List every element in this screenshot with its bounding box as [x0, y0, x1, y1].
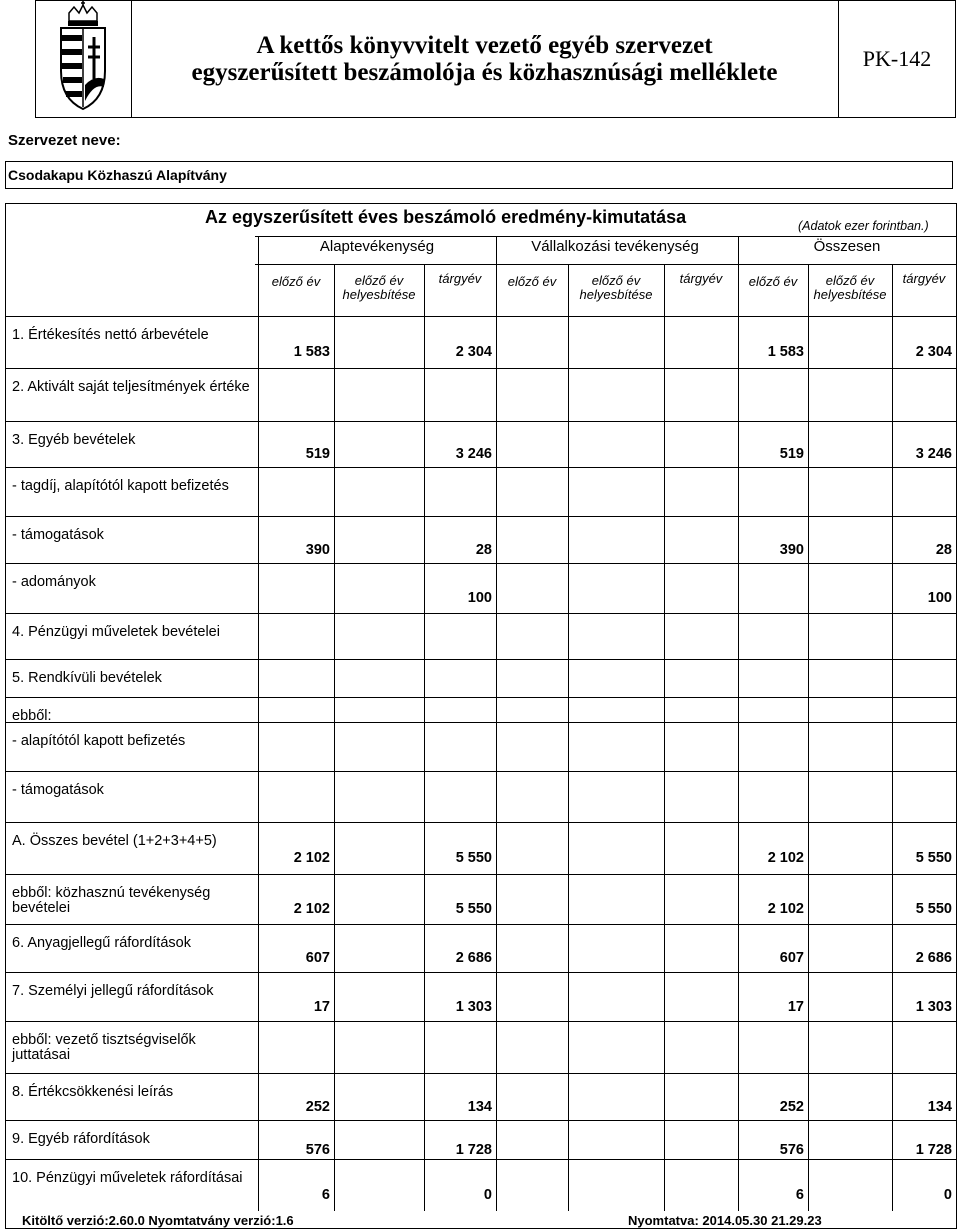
- grid-line: [5, 1021, 957, 1022]
- cell-value: 1 303: [915, 998, 952, 1015]
- subheader-prev-year-adjustment: [568, 274, 664, 302]
- grid-line: [568, 264, 569, 1211]
- cell-value: 1 728: [455, 1141, 492, 1158]
- cell-value: 2 102: [767, 850, 804, 866]
- grid-line: [258, 236, 259, 1211]
- row-label: ebből: közhasznú tevékenység bevételei: [12, 885, 211, 916]
- row-label: 6. Anyagjellegű ráfordítások: [12, 935, 191, 951]
- row-label: 8. Értékcsökkenési leírás: [12, 1084, 174, 1100]
- cell-value: 3 246: [915, 446, 952, 462]
- grid-line: [5, 421, 957, 422]
- cell-value: 3 246: [455, 446, 492, 462]
- cell-value: 576: [305, 1141, 330, 1158]
- cell-value: 252: [305, 1098, 330, 1115]
- grid-line: [5, 924, 957, 925]
- cell-value: 2 102: [767, 901, 804, 917]
- row-label: - támogatások: [12, 782, 104, 798]
- form-title: [131, 1, 839, 117]
- cell-value: 2 304: [455, 344, 492, 360]
- subheader-adj-line2: helyesbítése: [579, 287, 653, 302]
- cell-value: 607: [779, 950, 804, 966]
- row-label: - adományok: [12, 574, 96, 590]
- group-header-core: Alaptevékenység: [319, 238, 435, 255]
- cell-value: 5 550: [455, 901, 492, 917]
- cell-value: 390: [305, 541, 330, 558]
- cell-value: 5 550: [915, 850, 952, 866]
- grid-line: [5, 1120, 957, 1121]
- cell-value: 607: [305, 950, 330, 966]
- row-label: 3. Egyéb bevételek: [12, 432, 136, 448]
- cell-value: 17: [313, 998, 330, 1015]
- cell-value: 2 686: [915, 950, 952, 966]
- form-header: [35, 0, 956, 118]
- subheader-adj-line1: előző év: [354, 273, 404, 288]
- form-title-line2: egyszerűsített beszámolója és közhasznúsági melléklete: [191, 59, 778, 86]
- group-header-business: Vállalkozási tevékenység: [531, 238, 699, 255]
- cell-value: 252: [779, 1098, 804, 1115]
- grid-line: [5, 697, 957, 698]
- grid-line: [5, 822, 957, 823]
- cell-value: 6: [795, 1187, 804, 1203]
- subheader-adj-line2: helyesbítése: [813, 287, 887, 302]
- grid-line: [5, 874, 957, 875]
- hungarian-coat-of-arms-icon: [36, 1, 132, 117]
- row-label: 7. Személyi jellegű ráfordítások: [12, 983, 214, 999]
- row-label: - alapítótól kapott befizetés: [12, 733, 186, 749]
- cell-value: 2 304: [915, 344, 952, 360]
- cell-value: 0: [943, 1187, 952, 1203]
- cell-value: 100: [927, 590, 952, 606]
- table-title: Az egyszerűsített éves beszámoló eredmény-kimutatása: [205, 207, 687, 227]
- form-code: PK-142: [862, 46, 932, 71]
- subheader-prev-year-adjustment: [334, 274, 424, 302]
- cell-value: 17: [787, 998, 804, 1015]
- grid-line: [5, 316, 957, 317]
- grid-line: [255, 264, 957, 265]
- grid-line: [5, 1073, 957, 1074]
- row-label: 9. Egyéb ráfordítások: [12, 1131, 150, 1147]
- grid-line: [5, 1159, 957, 1160]
- grid-line: [5, 613, 957, 614]
- subheader-prev-year: előző év: [271, 274, 321, 289]
- row-label: 1. Értékesítés nettó árbevétele: [12, 327, 209, 343]
- cell-value: 28: [935, 541, 952, 558]
- org-name-value: Csodakapu Közhaszú Alapítvány: [8, 167, 227, 183]
- grid-line: [424, 264, 425, 1211]
- grid-line: [892, 264, 893, 1211]
- org-name-label: Szervezet neve:: [8, 132, 121, 149]
- cell-value: 6: [321, 1187, 330, 1203]
- row-label: ebből: vezető tisztségviselők juttatásai: [12, 1032, 196, 1063]
- grid-line: [738, 236, 739, 1211]
- grid-line: [5, 563, 957, 564]
- grid-line: [5, 659, 957, 660]
- cell-value: 2 102: [293, 850, 330, 866]
- cell-value: 576: [779, 1141, 804, 1158]
- subheader-current-year: tárgyév: [679, 271, 723, 286]
- cell-value: 5 550: [915, 901, 952, 917]
- subheader-prev-year: előző év: [748, 274, 798, 289]
- grid-line: [334, 264, 335, 1211]
- subheader-adj-line1: előző év: [591, 273, 641, 288]
- grid-line: [5, 771, 957, 772]
- cell-value: 134: [467, 1098, 492, 1115]
- footer-version: Kitöltő verzió:2.60.0 Nyomtatvány verzió:1.6: [22, 1213, 294, 1228]
- grid-line: [5, 972, 957, 973]
- cell-value: 2 686: [455, 950, 492, 966]
- form-title-line1: A kettős könyvvitelt vezető egyéb szervezet: [256, 32, 713, 59]
- cell-value: 28: [475, 541, 492, 558]
- grid-line: [496, 236, 497, 1211]
- subheader-prev-year: előző év: [507, 274, 557, 289]
- subheader-current-year: tárgyév: [902, 271, 946, 286]
- group-header-total: Összesen: [813, 238, 881, 255]
- cell-value: 1 583: [767, 344, 804, 360]
- cell-value: 1 303: [455, 998, 492, 1015]
- cell-value: 100: [467, 590, 492, 606]
- row-label: ebből:: [12, 708, 52, 724]
- grid-line: [664, 264, 665, 1211]
- grid-line: [5, 368, 957, 369]
- subheader-current-year: tárgyév: [438, 271, 482, 286]
- subheader-adj-line1: előző év: [825, 273, 875, 288]
- cell-value: 390: [779, 541, 804, 558]
- cell-value: 2 102: [293, 901, 330, 917]
- cell-value: 1 583: [293, 344, 330, 360]
- cell-value: 5 550: [455, 850, 492, 866]
- row-label: - tagdíj, alapítótól kapott befizetés: [12, 478, 229, 494]
- row-label: 4. Pénzügyi műveletek bevételei: [12, 624, 220, 640]
- cell-value: 0: [483, 1187, 492, 1203]
- grid-line: [808, 264, 809, 1211]
- subheader-prev-year-adjustment: [808, 274, 892, 302]
- footer-printed: Nyomtatva: 2014.05.30 21.29.23: [628, 1213, 822, 1228]
- cell-value: 519: [779, 446, 804, 462]
- subheader-adj-line2: helyesbítése: [342, 287, 416, 302]
- cell-value: 1 728: [915, 1141, 952, 1158]
- row-label: 10. Pénzügyi műveletek ráfordításai: [12, 1170, 243, 1186]
- grid-line: [255, 236, 957, 237]
- cell-value: 519: [305, 446, 330, 462]
- grid-line: [5, 516, 957, 517]
- unit-note: (Adatok ezer forintban.): [798, 219, 929, 233]
- row-label: 5. Rendkívüli bevételek: [12, 670, 162, 686]
- row-label: - támogatások: [12, 527, 104, 543]
- row-label: A. Összes bevétel (1+2+3+4+5): [12, 833, 217, 849]
- grid-line: [5, 467, 957, 468]
- row-label: 2. Aktivált saját teljesítmények értéke: [12, 379, 250, 395]
- cell-value: 134: [927, 1098, 952, 1115]
